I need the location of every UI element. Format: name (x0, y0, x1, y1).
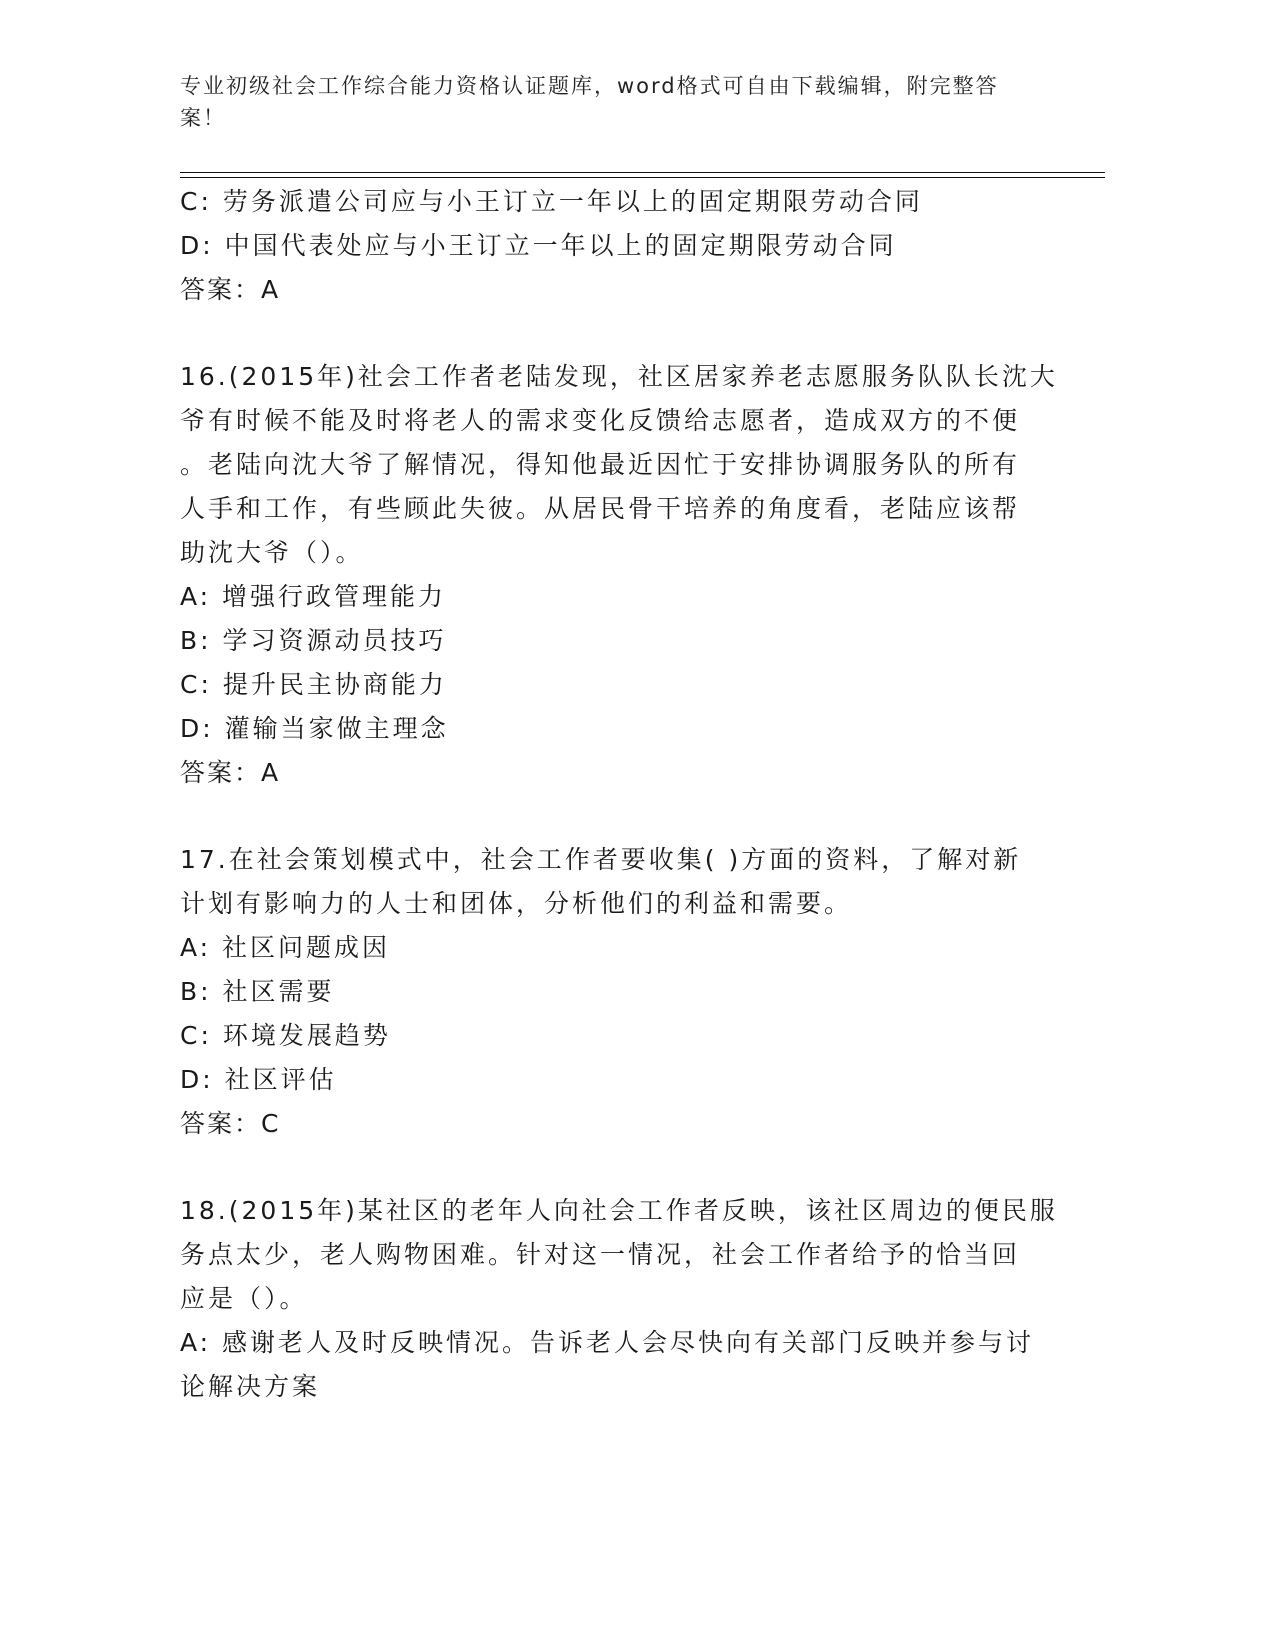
question-text-line: 应是（）。 (180, 1284, 308, 1313)
answer-line: 答案：A (180, 275, 281, 304)
page-header: 专业初级社会工作综合能力资格认证题库，word格式可自由下载编辑，附完整答案！ (180, 74, 999, 130)
header-rule-bottom (180, 177, 1105, 178)
option-c: C: 环境发展趋势 (180, 1021, 391, 1050)
option-c: C: 提升民主协商能力 (180, 670, 447, 699)
prev-question-block (180, 180, 1050, 312)
question-text-line: 人手和工作，有些顾此失彼。从居民骨干培养的角度看，老陆应该帮 (180, 494, 1021, 523)
question-content (180, 180, 1058, 1409)
question-text-line: 助沈大爷（）。 (180, 538, 364, 567)
question-text-line: 17.在社会策划模式中，社会工作者要收集( )方面的资料，了解对新 (180, 845, 1022, 874)
option-d: D: 中国代表处应与小王订立一年以上的固定期限劳动合同 (180, 231, 897, 260)
option-b: B: 社区需要 (180, 977, 335, 1006)
header-rule-top (180, 172, 1105, 173)
question-18 (180, 1189, 1058, 1409)
option-a: A: 社区问题成因 (180, 933, 391, 962)
option-a: A: 感谢老人及时反映情况。告诉老人会尽快向有关部门反映并参与讨 (180, 1328, 1035, 1357)
question-text-line: 计划有影响力的人士和团体，分析他们的利益和需要。 (180, 889, 853, 918)
question-text-line: 16.(2015年)社会工作者老陆发现，社区居家养老志愿服务队队长沈大 (180, 362, 1058, 391)
answer-line: 答案：A (180, 758, 281, 787)
answer-line: 答案：C (180, 1109, 281, 1138)
question-text-line: 爷有时候不能及时将老人的需求变化反馈给志愿者，造成双方的不便 (180, 406, 1021, 435)
option-a-continued: 论解决方案 (180, 1372, 321, 1401)
question-16 (180, 355, 1058, 795)
question-text-line: 。老陆向沈大爷了解情况，得知他最近因忙于安排协调服务队的所有 (180, 450, 1021, 479)
option-d: D: 社区评估 (180, 1065, 337, 1094)
option-d: D: 灌输当家做主理念 (180, 714, 449, 743)
option-b: B: 学习资源动员技巧 (180, 626, 447, 655)
option-a: A: 增强行政管理能力 (180, 582, 447, 611)
option-c: C: 劳务派遣公司应与小王订立一年以上的固定期限劳动合同 (180, 187, 923, 216)
question-text-line: 务点太少，老人购物困难。针对这一情况，社会工作者给予的恰当回 (180, 1240, 1021, 1269)
question-17 (180, 838, 1050, 1146)
question-text-line: 18.(2015年)某社区的老年人向社会工作者反映，该社区周边的便民服 (180, 1196, 1058, 1225)
